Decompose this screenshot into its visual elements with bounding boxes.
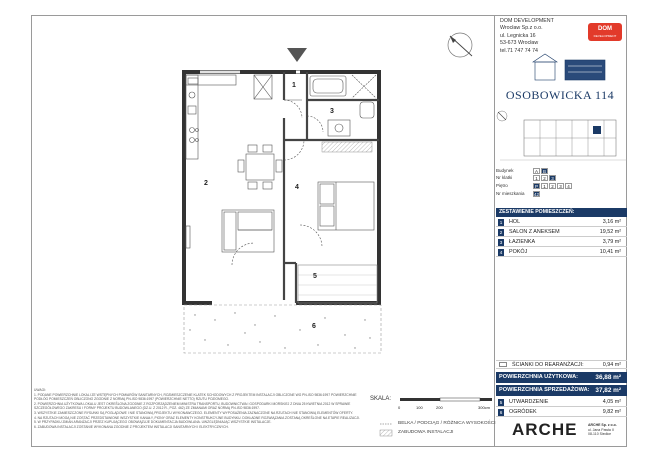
usable-area-label: POWIERZCHNIA UŻYTKOWA:	[499, 374, 579, 380]
room-area: 4,05 m²	[602, 399, 621, 405]
note-line: 4. NA RZUTACH MOGĄ NIE ZOSTAĆ PRZEDSTAWIONE WSZYSTKIE KANAŁY, PIONY ORAZ ELEMENTY KONSTRUKCYJNE BUDYNKU. DOKŁADNE ROZWIĄZANIA ZOSTANĄ OKREŚLONE NA ETAPIE REALIZACJI.	[34, 415, 361, 420]
note-line: 5. W PRZYPADKU ZMIAN ARANŻACJI PRZEZ KUPUJĄCEGO OBOWIĄZUJE DOKUMENTACJA BUDOWLANA. UWZGLĘDNIAJĄC WSZYSTKIE INSTALACJE.	[34, 420, 272, 425]
key-budynek-label: Budynek	[496, 168, 514, 173]
scale-bar	[400, 398, 492, 401]
extra-row	[496, 398, 627, 407]
scale-tick: 100	[416, 405, 423, 410]
dom-logo-text: DOM	[598, 26, 612, 32]
arche-address1: ul. Jana Pawła II	[588, 427, 614, 432]
arche-info	[588, 423, 617, 437]
sale-area-value: 37,82 m²	[595, 387, 621, 394]
dom-logo	[588, 23, 622, 41]
room-area: 3,79 m²	[602, 239, 621, 245]
key-mieszkanie-label: Nr mieszkania	[496, 191, 525, 196]
plan-label-1: 1	[292, 82, 296, 89]
key-budynek-b: B	[542, 169, 546, 174]
north-marker-icon	[448, 33, 472, 57]
developer-company: Wrocław Sp.z o.o.	[500, 25, 543, 32]
building-illustration	[533, 54, 605, 80]
key-pietro-2: 2	[549, 183, 556, 189]
sale-area-row	[496, 385, 627, 396]
plan-label-4: 4	[295, 184, 299, 191]
key-pietro-label: Piętro	[496, 183, 508, 188]
walls-row	[496, 360, 627, 369]
paving	[298, 265, 377, 303]
room-name: UTWARDZENIE	[509, 399, 549, 405]
room-area: 3,16 m²	[602, 219, 621, 225]
room-num: 2	[499, 230, 503, 235]
room-row	[496, 218, 627, 227]
room-name: OGRÓDEK	[509, 409, 537, 415]
kitchen-counter	[186, 75, 236, 159]
wardrobe	[254, 75, 272, 99]
scale-tick: 0	[398, 405, 401, 410]
bed	[318, 182, 374, 230]
bathroom-fixtures	[310, 75, 376, 136]
usable-area-row	[496, 372, 627, 383]
room-name: POKÓJ	[509, 249, 528, 255]
installation-zone	[322, 142, 372, 152]
developer-street: ul. Legnicka 16	[500, 32, 536, 39]
notes	[34, 388, 364, 429]
plan-label-6: 6	[312, 323, 316, 330]
sofa	[222, 210, 274, 252]
key-plan-thumbnail	[497, 110, 620, 162]
plan-label-5: 5	[313, 273, 317, 280]
note-line: 2. POWIERZCHNIA UŻYTKOWA LOKALU JEST OKREŚLONA ZGODNIE Z ROZPORZĄDZENIEM MINISTRA TRANSPORTU, BUDOWNICTWA I GOSPODARKI MORSKIEJ Z DNIA 25 KWIETNIA 2012 W SPRAWIE SZCZEGÓŁOWEGO ZAKRESU I FORMY PROJEKTU BUDOWLANEGO (DZ.U. Z 2012 R., POZ. 462) ZE ZMIANAMI ORAZ NORMĄ PN-ISO 9836:1997.	[34, 401, 351, 411]
garden	[184, 305, 381, 353]
entrance-arrow-icon	[287, 48, 307, 62]
key-klatka-2: 2	[541, 175, 548, 181]
note-line: 6. ZABUDOWA INSTALACJI ZOSTANIE WYKONANA ZGODNIE Z PROJEKTEM INSTALACJI SANITARNYCH I ELEKTRYCZNYCH.	[34, 424, 229, 429]
doors	[232, 100, 323, 265]
room-name: HOL	[509, 219, 521, 225]
developer-city: 53-673 Wrocław	[500, 40, 539, 47]
scale-tick: 300cm	[478, 405, 491, 410]
room-num: 5	[499, 400, 503, 405]
arche-logo: ARCHE	[512, 420, 578, 439]
walls-area: 0,94 m²	[602, 362, 621, 368]
key-mieszkanie: 42	[534, 192, 540, 197]
developer-name: DOM DEVELOPMENT	[500, 18, 554, 24]
key-pietro-3: 3	[557, 183, 564, 189]
building-title: OSOBOWICKA 114	[505, 88, 615, 102]
room-num: 1	[499, 220, 503, 225]
plan-label-2: 2	[204, 180, 208, 187]
note-line: 3. WSZYSTKIE ZAMIESZCZONE RYSUNKI SĄ POGLĄDOWE I NIE STANOWIĄ PROJEKTU WYKONAWCZEGO. ELEMENTY WYPOSAŻENIA ZAZNACZONE NA RZUTACH NIE STANOWIĄ ELEMENTÓW OFERTY.	[34, 410, 354, 415]
developer-info	[500, 18, 554, 55]
notes-heading: UWAGI:	[34, 388, 46, 392]
rooms-header: ZESTAWIENIE POMIESZCZEŃ:	[496, 208, 627, 217]
dom-logo-sub: DEVELOPMENT	[593, 34, 617, 38]
room-area: 9,82 m²	[602, 409, 621, 415]
key-klatka-1: 1	[533, 175, 540, 181]
room-name: SALON Z ANEKSEM	[509, 229, 560, 235]
plan-label-3: 3	[330, 108, 334, 115]
arche-company: ARCHE Sp. z o.o.	[588, 423, 617, 427]
extra-row	[496, 408, 627, 417]
usable-area-value: 36,88 m²	[595, 374, 621, 381]
scale-label: SKALA:	[370, 396, 392, 402]
room-row	[496, 238, 627, 247]
key-pietro-p: P	[534, 184, 538, 189]
arche-address2: 08-110 Siedlce	[588, 432, 612, 436]
legend-zabudowa-icon	[380, 430, 392, 436]
legend-zabudowa: ZABUDOWA INSTALACJI	[398, 430, 454, 435]
legend-belka: BELKA / PODCIĄG / RÓŻNICA WYSOKOŚCI	[398, 421, 496, 426]
walls-label: ŚCIANKI DO REARANŻACJI:	[512, 362, 584, 368]
room-area: 10,41 m²	[599, 249, 621, 255]
room-row	[496, 248, 627, 257]
key-pietro-4: 4	[565, 183, 572, 189]
walls-icon	[499, 362, 507, 367]
key-pietro-1: 1	[541, 183, 548, 189]
room-row	[496, 228, 627, 237]
sale-area-label: POWIERZCHNIA SPRZEDAŻOWA:	[499, 387, 590, 393]
room-num: 4	[499, 250, 503, 255]
room-name: ŁAZIENKA	[509, 239, 536, 245]
key-klatka-label: Nr klatki	[496, 175, 513, 180]
note-line: 1. PODANE POWIERZCHNIE LOKALI ZE WSTĘPNYCH POMIARÓW SANITARNYCH, ROZMIESZCZENIE KLATEK SCHODOWYCH Z PROJEKTEM INSTALACJI OBLICZONE WG PN-ISO 9836:1997 POWIERZCHNIE PODŁÓG POMIESZCZEŃ OBLICZONO ZGODNIE Z NORMĄ PN-ISO 9836:1997 (POWIERZCHNIE NETTO) RZUTU POZIOMEGO.	[34, 392, 357, 402]
key-budynek-a: A	[534, 169, 538, 174]
outer-walls	[184, 70, 381, 305]
room-num: 6	[499, 410, 503, 415]
key-klatka-3: 3	[549, 175, 556, 181]
room-num: 3	[499, 240, 503, 245]
room-area: 19,52 m²	[599, 229, 621, 235]
dining-table	[238, 145, 282, 189]
developer-phone: tel.71 747 74 74	[500, 47, 538, 54]
scale-tick: 200	[436, 405, 443, 410]
